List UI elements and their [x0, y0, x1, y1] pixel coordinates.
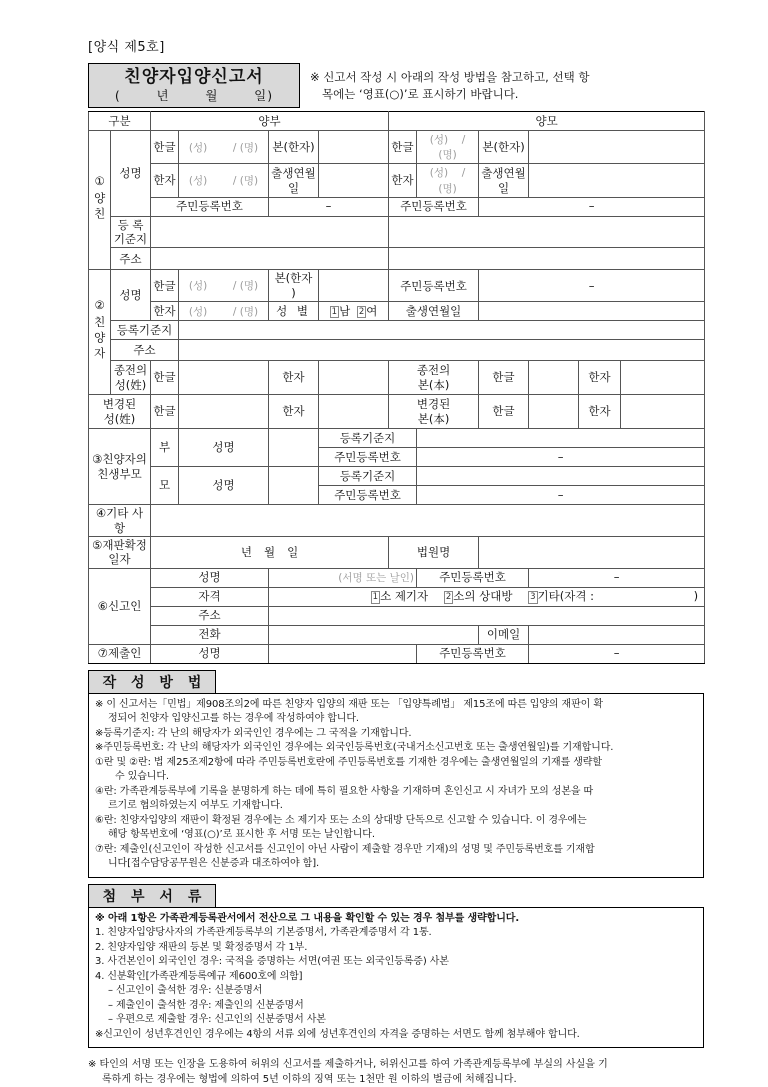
mother-bon-label: 본(한자): [479, 131, 529, 164]
section6-label: ⑥신고인: [89, 568, 151, 644]
header-yangbu: 양부: [151, 112, 389, 131]
surname-hint: (성): [429, 167, 449, 180]
adoptee-rrn-label: 주민등록번호: [389, 270, 479, 302]
court-name-label: 법원명: [389, 536, 479, 568]
gender-female-number: 2: [358, 306, 365, 317]
registry-base-label: 등 록 기준지: [111, 216, 151, 248]
instructions-heading-bar: [88, 670, 704, 694]
other-matters-input[interactable]: [151, 505, 705, 537]
header-yangmo: 양모: [389, 112, 705, 131]
surname-hint: (성): [188, 280, 208, 293]
adoptee-registry-label: 등록기준지: [111, 321, 179, 340]
court-name-input[interactable]: [479, 536, 705, 568]
footer-warning-line2: 록하게 하는 경우에는 형법에 의하여 5년 이하의 징역 또는 1천만 원 이하의 벌금에 처해집니다.: [102, 1074, 517, 1086]
mother-hangeul-label: 한글: [389, 131, 417, 164]
title-note-line1: ※ 신고서 작성 시 아래의 작성 방법을 참고하고, 선택 항: [310, 70, 590, 84]
mother-rrn-label: 주민등록번호: [389, 197, 479, 216]
section1-label: ①양친: [89, 131, 111, 270]
father-birthdate-input[interactable]: [319, 164, 389, 197]
judgment-month: 월: [263, 545, 288, 560]
birth-father-name-label: 성명: [179, 429, 269, 467]
birth-mother-registry-label: 등록기준지: [319, 467, 417, 486]
father-bon-label: 본(한자): [269, 131, 319, 164]
signature-hint: (서명 또는 날인): [338, 572, 415, 585]
birth-father-registry-input[interactable]: [417, 429, 705, 448]
surname-hint: (성): [188, 174, 208, 187]
birth-mother-registry-row: [89, 467, 705, 486]
mother-bon-input[interactable]: [529, 131, 705, 164]
adoptee-bon-label: 본(한자 ): [269, 270, 319, 302]
qualification-3-label: 기타(자격 :: [537, 589, 594, 604]
mother-birthdate-label: 출생연월일: [479, 164, 529, 197]
birth-mother-label: 모: [151, 467, 179, 505]
judgment-day: 일: [287, 545, 299, 560]
attachment-item: 1. 친양자입양당사자의 가족관계등록부의 기본증명서, 가족관계증명서 각 1통.: [95, 927, 432, 939]
birth-father-registry-row: [89, 429, 705, 448]
attachments-body: [88, 908, 704, 1049]
main-form-table: [88, 111, 705, 664]
adoptive-parent-rrn-row: [89, 197, 705, 216]
submitter-name-input[interactable]: [269, 644, 417, 663]
adoptee-birthdate-label: 출생연월일: [389, 302, 479, 321]
previous-surname-label: 종전의 성(姓): [111, 361, 151, 395]
table-header-row: [89, 112, 705, 131]
adoptee-address-input[interactable]: [179, 340, 705, 361]
gender-female-label: 여: [366, 303, 378, 318]
adoptee-hangeul-row: [89, 270, 705, 302]
qualification-2-label: 소의 상대방: [453, 589, 513, 604]
title-note-line2: 목에는 ‘영표(○)’로 표시하기 바랍니다.: [322, 87, 519, 102]
qualification-1-number: 1: [372, 592, 379, 603]
previous-surname-row: [89, 361, 705, 395]
reporter-qualification-options[interactable]: [269, 587, 705, 606]
adoptee-rrn-input[interactable]: –: [479, 270, 705, 302]
givenname-hint: / (명): [438, 134, 466, 162]
givenname-hint: / (명): [438, 167, 466, 195]
gender-male-label: 남: [339, 303, 351, 318]
givenname-hint: / (명): [232, 141, 259, 154]
adoptee-hanja-row: [89, 302, 705, 321]
birth-father-rrn-input[interactable]: –: [417, 448, 705, 467]
father-rrn-label: 주민등록번호: [151, 197, 269, 216]
new-bon-label: 변경된 본(本): [389, 395, 479, 429]
title-date-line: [89, 88, 299, 105]
surname-hint: (성): [188, 305, 208, 318]
reporter-phone-label: 전화: [151, 625, 269, 644]
instruction-line: ⑦란: 제출인(신고인이 작성한 신고서를 신고인이 아닌 사람이 제출할 경우만 기재)의 성명 및 주민등록번호를 기재합: [95, 843, 595, 855]
title-row: [88, 63, 704, 108]
mother-birthdate-input[interactable]: [529, 164, 705, 197]
attachment-item: – 제출인이 출석한 경우: 제출인의 신분증명서: [108, 999, 304, 1011]
reporter-email-input[interactable]: [529, 625, 705, 644]
name-label-2: 성명: [111, 270, 151, 321]
judgment-year: 년: [240, 545, 264, 560]
birth-mother-rrn-input[interactable]: –: [417, 486, 705, 505]
instruction-line: ④란: 가족관계등록부에 기록을 분명하게 하는 데에 특히 필요한 사항을 기재하며 혼인신고 시 자녀가 모의 성본을 따: [95, 785, 594, 797]
new-surname-label: 변경된 성(姓): [89, 395, 151, 429]
instruction-line: ⑥란: 친양자입양의 재판이 확정된 경우에는 소 제기자 또는 소의 상대방 단독으로 신고할 수 있습니다. 이 경우에는: [95, 814, 587, 826]
header-gubun: 구분: [89, 112, 151, 131]
surname-hint: (성): [188, 141, 208, 154]
father-bon-input[interactable]: [319, 131, 389, 164]
birth-father-name-input[interactable]: [269, 429, 319, 467]
father-name-hangeul-input[interactable]: [179, 131, 269, 164]
title-note: [300, 63, 704, 108]
attachment-item: 3. 사건본인이 외국인인 경우: 국적을 증명하는 서면(여권 또는 외국인등록증) 사본: [95, 956, 449, 968]
reporter-address-row: [89, 606, 705, 625]
birth-mother-registry-input[interactable]: [417, 467, 705, 486]
prev-surname-hangeul-input[interactable]: [179, 361, 269, 395]
reporter-rrn-input[interactable]: –: [529, 568, 705, 587]
submitter-rrn-input[interactable]: –: [529, 644, 705, 663]
attachment-item: 4. 신분확인[가족관계등록예규 제600호에 의함]: [95, 970, 303, 982]
reporter-signature-field[interactable]: [269, 568, 417, 587]
attachments-heading: 첨 부 서 류: [88, 884, 216, 908]
prev-bon-hanja-label: 한자: [579, 361, 621, 395]
previous-bon-label: 종전의 본(本): [389, 361, 479, 395]
gender-options[interactable]: [319, 302, 389, 321]
new-surname-hangeul-input[interactable]: [179, 395, 269, 429]
form-number: [양식 제5호]: [88, 40, 165, 55]
reporter-address-label: 주소: [151, 606, 269, 625]
mother-name-hanja-input[interactable]: [417, 164, 479, 197]
birth-mother-name-input[interactable]: [269, 467, 319, 505]
attachment-item: ※신고인이 성년후견인인 경우에는 4항의 서류 외에 성년후견인의 자격을 증명하는 서면도 함께 첨부해야 합니다.: [95, 1028, 580, 1040]
gender-label: 성 별: [269, 302, 319, 321]
section2-label: ②친양자: [89, 270, 111, 395]
adoptee-registry-input[interactable]: [179, 321, 705, 340]
address-label: 주소: [111, 248, 151, 270]
prev-bon-hangeul-input[interactable]: [529, 361, 579, 395]
adoptive-parent-address-row: [89, 248, 705, 270]
instruction-line: 니다[접수담당공무원은 신분증과 대조하여야 함].: [108, 858, 320, 870]
reporter-qualification-label: 자격: [151, 587, 269, 606]
mother-hanja-label: 한자: [389, 164, 417, 197]
new-bon-hanja-label: 한자: [579, 395, 621, 429]
name-label-1: 성명: [111, 131, 151, 217]
instructions-body: [88, 694, 704, 878]
father-rrn-input[interactable]: –: [269, 197, 389, 216]
birth-father-label: 부: [151, 429, 179, 467]
adoptee-name-hangeul-input[interactable]: [179, 270, 269, 302]
reporter-address-input[interactable]: [269, 606, 705, 625]
birth-mother-rrn-label: 주민등록번호: [319, 486, 417, 505]
mother-name-hangeul-input[interactable]: [417, 131, 479, 164]
adoptive-parent-hangeul-row: [89, 131, 705, 164]
father-hangeul-label: 한글: [151, 131, 179, 164]
submitter-rrn-label: 주민등록번호: [417, 644, 529, 663]
heading-rule: [216, 907, 704, 908]
title-year: 년: [156, 88, 170, 104]
father-birthdate-label: 출생연월일: [269, 164, 319, 197]
mother-registry-input[interactable]: [389, 216, 705, 248]
father-registry-input[interactable]: [151, 216, 389, 248]
birth-father-registry-label: 등록기준지: [319, 429, 417, 448]
reporter-phone-input[interactable]: [269, 625, 479, 644]
adoptee-hanja-label: 한자: [151, 302, 179, 321]
new-surname-hanja-input[interactable]: [319, 395, 389, 429]
adoptee-hangeul-label: 한글: [151, 270, 179, 302]
father-name-hanja-input[interactable]: [179, 164, 269, 197]
qualification-3-close: ): [693, 589, 699, 604]
title-month: 월: [205, 88, 219, 104]
attachments-lead: ※ 아래 1항은 가족관계등록관서에서 전산으로 그 내용을 확인할 수 있는 경우 첨부를 생략합니다.: [95, 912, 520, 924]
new-bon-hanja-input[interactable]: [621, 395, 705, 429]
reporter-rrn-label: 주민등록번호: [417, 568, 529, 587]
qualification-3-number: 3: [530, 592, 536, 603]
adoptee-name-hanja-input[interactable]: [179, 302, 269, 321]
judgment-date-input[interactable]: [151, 536, 389, 568]
form-page: [88, 0, 704, 1087]
new-surname-hanja-label: 한자: [269, 395, 319, 429]
reporter-name-row: [89, 568, 705, 587]
attachment-item: – 우편으로 제출할 경우: 신고인의 신분증명서 사본: [108, 1014, 326, 1026]
surname-hint: (성): [429, 134, 449, 147]
other-matters-row: [89, 505, 705, 537]
reporter-contact-row: [89, 625, 705, 644]
reporter-email-label: 이메일: [479, 625, 529, 644]
givenname-hint: / (명): [232, 305, 259, 318]
mother-address-input[interactable]: [389, 248, 705, 270]
instruction-line: ※등록기준지: 각 난의 해당자가 외국인인 경우에는 그 국적을 기재합니다.: [95, 727, 412, 739]
prev-surname-hanja-input[interactable]: [319, 361, 389, 395]
title-day: 일): [254, 88, 274, 104]
birth-mother-name-label: 성명: [179, 467, 269, 505]
new-surname-row: [89, 395, 705, 429]
new-bon-hangeul-input[interactable]: [529, 395, 579, 429]
new-surname-hangeul-label: 한글: [151, 395, 179, 429]
givenname-hint: / (명): [232, 280, 259, 293]
father-address-input[interactable]: [151, 248, 389, 270]
adoptive-parent-hanja-row: [89, 164, 705, 197]
qualification-2-number: 2: [445, 592, 452, 603]
birth-father-rrn-label: 주민등록번호: [319, 448, 417, 467]
footer-warning: [88, 1057, 704, 1087]
adoptee-address-row: [89, 340, 705, 361]
adoptee-registry-row: [89, 321, 705, 340]
paren-open: (: [114, 88, 121, 104]
submitter-row: [89, 644, 705, 663]
adoptee-bon-input[interactable]: [319, 270, 389, 302]
attachment-item: 2. 친양자입양 재판의 등본 및 확정증명서 각 1부.: [95, 941, 308, 953]
instruction-line: 정되어 친양자 입양신고를 하는 경우에 작성하여야 합니다.: [108, 713, 359, 725]
instruction-line: 해당 항목번호에 ‘영표(○)’로 표시한 후 서명 또는 날인합니다.: [108, 829, 375, 841]
attachment-item: – 신고인이 출석한 경우: 신분증명서: [108, 985, 263, 997]
instruction-line: 수 있습니다.: [115, 771, 169, 783]
adoptee-birthdate-input[interactable]: [479, 302, 705, 321]
adoptive-parent-registry-row: [89, 216, 705, 248]
judgment-date-row: [89, 536, 705, 568]
section4-label: ④기타 사항: [89, 505, 151, 537]
father-hanja-label: 한자: [151, 164, 179, 197]
form-title-box: [88, 63, 300, 108]
givenname-hint: / (명): [232, 174, 259, 187]
reporter-qualification-row: [89, 587, 705, 606]
prev-surname-hanja-label: 한자: [269, 361, 319, 395]
adoptee-address-label: 주소: [111, 340, 179, 361]
attachments-heading-bar: [88, 884, 704, 908]
instruction-line: ①란 및 ②란: 법 제25조제2항에 따라 주민등록번호란에 주민등록번호를 기재한 경우에는 출생연월일의 기재를 생략할: [95, 756, 602, 768]
heading-rule: [216, 693, 704, 694]
instruction-line: ※주민등록번호: 각 난의 해당자가 외국인인 경우에는 외국인등록번호(국내거소신고번호 또는 출생연월일)를 기재합니다.: [95, 742, 614, 754]
qualification-1-label: 소 제기자: [380, 589, 429, 604]
gender-male-number: 1: [331, 306, 338, 317]
prev-surname-hangeul-label: 한글: [151, 361, 179, 395]
footer-warning-line1: ※ 타인의 서명 또는 인장을 도용하여 허위의 신고서를 제출하거나, 허위신고를 하여 가족관계등록부에 부실의 사실을 기: [88, 1059, 608, 1071]
section5-label: ⑤재판확정일자: [89, 536, 151, 568]
prev-bon-hangeul-label: 한글: [479, 361, 529, 395]
page-title: 친양자입양신고서: [124, 67, 264, 87]
instruction-line: ※ 이 신고서는「민법」제908조의2에 따른 친양자 입양의 재판 또는 「입양특례법」 제15조에 따른 입양의 재판이 확: [95, 698, 603, 710]
section3-label: ③친양자의 친생부모: [89, 429, 151, 505]
instructions-heading: 작 성 방 법: [88, 670, 216, 694]
reporter-name-label: 성명: [151, 568, 269, 587]
mother-rrn-input[interactable]: –: [479, 197, 705, 216]
section7-label: ⑦제출인: [89, 644, 151, 663]
submitter-name-label: 성명: [151, 644, 269, 663]
prev-bon-hanja-input[interactable]: [621, 361, 705, 395]
new-bon-hangeul-label: 한글: [479, 395, 529, 429]
instruction-line: 르기로 협의하였는지 여부도 기재합니다.: [108, 800, 283, 812]
